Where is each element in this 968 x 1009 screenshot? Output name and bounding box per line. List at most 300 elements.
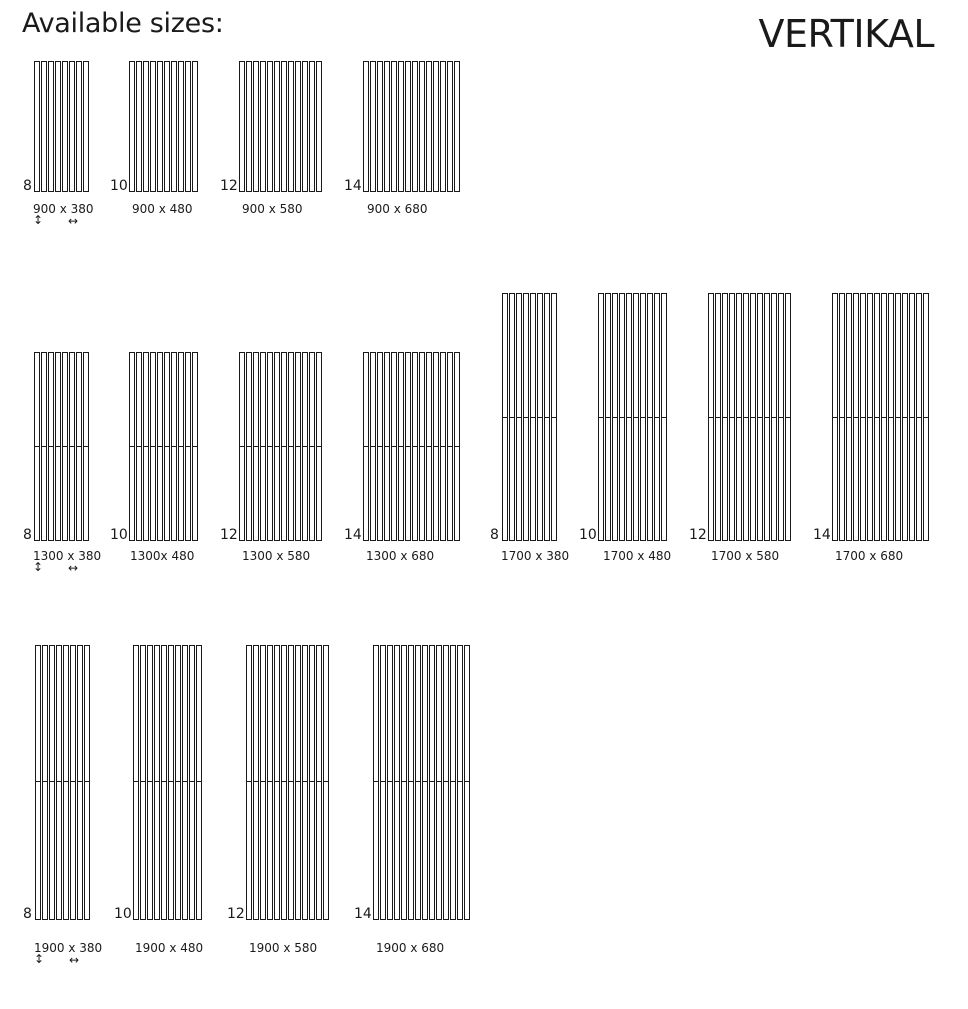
radiator-tube [384, 61, 390, 192]
radiator-tube [185, 61, 191, 192]
tube-joint [854, 417, 858, 418]
radiator-tube [239, 61, 245, 192]
radiator-tube [70, 645, 76, 920]
radiator-tube [281, 352, 287, 541]
radiator-tube [129, 352, 135, 541]
tube-joint [723, 417, 727, 418]
radiator-tube [888, 293, 894, 541]
tube-joint [737, 417, 741, 418]
tube-joint [261, 446, 265, 447]
radiator-tube [394, 645, 400, 920]
radiator-tube [464, 645, 470, 920]
tube-joint [324, 781, 328, 782]
tube-joint [903, 417, 907, 418]
radiator-tube [370, 352, 376, 541]
radiator-tube [69, 61, 75, 192]
radiator-tube [405, 352, 411, 541]
tube-joint [197, 781, 201, 782]
radiator-tube [771, 293, 777, 541]
radiator-drawing [246, 645, 329, 920]
radiator-tube [253, 645, 259, 920]
radiator-tube [401, 645, 407, 920]
radiator-tube [281, 61, 287, 192]
radiator-tube [178, 352, 184, 541]
radiator-tube [56, 645, 62, 920]
radiator-tube [426, 61, 432, 192]
tube-count: 8 [23, 178, 32, 194]
radiator-tube [363, 352, 369, 541]
radiator-tube [76, 61, 82, 192]
radiator-tube [433, 352, 439, 541]
tube-count: 14 [354, 906, 372, 922]
radiator-tube [380, 645, 386, 920]
tube-joint [137, 446, 141, 447]
tube-joint [545, 417, 549, 418]
tube-joint [179, 446, 183, 447]
tube-joint [882, 417, 886, 418]
radiator-drawing [133, 645, 202, 920]
tube-joint [296, 781, 300, 782]
tube-count: 10 [110, 178, 128, 194]
tube-joint [50, 781, 54, 782]
radiator-tube [440, 61, 446, 192]
tube-count: 14 [344, 178, 362, 194]
tube-joint [437, 781, 441, 782]
tube-joint [627, 417, 631, 418]
radiator-tube [537, 293, 543, 541]
radiator-tube [405, 61, 411, 192]
tube-count: 10 [110, 527, 128, 543]
radiator-tube [447, 352, 453, 541]
radiator-tube [274, 352, 280, 541]
radiator-tube [408, 645, 414, 920]
radiator-tube [881, 293, 887, 541]
tube-joint [275, 446, 279, 447]
tube-joint [378, 446, 382, 447]
radiator-tube [419, 352, 425, 541]
tube-joint [889, 417, 893, 418]
tube-joint [282, 446, 286, 447]
tube-joint [392, 446, 396, 447]
radiator-tube [415, 645, 421, 920]
tube-joint [458, 781, 462, 782]
tube-joint [130, 446, 134, 447]
radiator-tube [302, 645, 308, 920]
radiator-tube [164, 61, 170, 192]
tube-joint [709, 417, 713, 418]
radiator-tube [387, 645, 393, 920]
tube-joint [36, 781, 40, 782]
tube-joint [441, 446, 445, 447]
radiator-tube [83, 352, 89, 541]
radiator-tube [419, 61, 425, 192]
dimension-label: 900 x 380 [33, 202, 94, 216]
tube-joint [134, 781, 138, 782]
radiator-tube [288, 352, 294, 541]
radiator-tube [447, 61, 453, 192]
radiator-tube [853, 293, 859, 541]
radiator-tube [133, 645, 139, 920]
radiator-tube [502, 293, 508, 541]
tube-joint [448, 446, 452, 447]
tube-joint [423, 781, 427, 782]
radiator-tube [35, 645, 41, 920]
tube-count: 12 [227, 906, 245, 922]
radiator-tube [605, 293, 611, 541]
tube-joint [840, 417, 844, 418]
radiator-tube [246, 352, 252, 541]
tube-joint [606, 417, 610, 418]
radiator-tube [192, 352, 198, 541]
radiator-tube [867, 293, 873, 541]
radiator-drawing [363, 61, 460, 192]
radiator-tube [436, 645, 442, 920]
tube-joint [77, 446, 81, 447]
radiator-tube [619, 293, 625, 541]
radiator-drawing [129, 61, 198, 192]
radiator-tube [302, 352, 308, 541]
radiator-tube [377, 61, 383, 192]
radiator-tube [41, 61, 47, 192]
tube-joint [455, 446, 459, 447]
tube-joint [310, 781, 314, 782]
tube-joint [388, 781, 392, 782]
radiator-tube [309, 352, 315, 541]
tube-count: 8 [23, 527, 32, 543]
radiator-tube [647, 293, 653, 541]
radiator-tube [785, 293, 791, 541]
tube-joint [371, 446, 375, 447]
tube-joint [924, 417, 928, 418]
radiator-tube [309, 61, 315, 192]
tube-joint [413, 446, 417, 447]
dimension-label: 1700 x 580 [711, 549, 780, 563]
tube-joint [282, 781, 286, 782]
radiator-tube [398, 61, 404, 192]
tube-joint [910, 417, 914, 418]
radiator-tube [398, 352, 404, 541]
radiator-tube [316, 61, 322, 192]
tube-joint [599, 417, 603, 418]
dimension-label: 1300x 480 [130, 549, 195, 563]
tube-joint [275, 781, 279, 782]
radiator-tube [412, 61, 418, 192]
radiator-tube [323, 645, 329, 920]
model-name: VERTIKAL [758, 12, 934, 56]
radiator-tube [295, 352, 301, 541]
tube-joint [662, 417, 666, 418]
page-heading: Available sizes: [22, 8, 224, 39]
height-arrow-icon: ↕ [34, 952, 45, 966]
tube-joint [751, 417, 755, 418]
tube-joint [655, 417, 659, 418]
radiator-tube [49, 645, 55, 920]
radiator-tube [736, 293, 742, 541]
tube-joint [57, 781, 61, 782]
dimension-label: 900 x 580 [242, 202, 303, 216]
tube-joint [49, 446, 53, 447]
radiator-tube [253, 61, 259, 192]
radiator-tube [902, 293, 908, 541]
tube-joint [144, 446, 148, 447]
radiator-tube [426, 352, 432, 541]
radiator-drawing [832, 293, 929, 541]
tube-joint [451, 781, 455, 782]
tube-joint [641, 417, 645, 418]
radiator-tube [551, 293, 557, 541]
radiator-tube [909, 293, 915, 541]
radiator-tube [523, 293, 529, 541]
tube-joint [765, 417, 769, 418]
dimension-label: 1700 x 480 [603, 549, 672, 563]
radiator-tube [168, 645, 174, 920]
tube-joint [538, 417, 542, 418]
tube-joint [193, 446, 197, 447]
tube-joint [772, 417, 776, 418]
radiator-tube [722, 293, 728, 541]
radiator-tube [192, 61, 198, 192]
radiator-tube [916, 293, 922, 541]
radiator-drawing [129, 352, 198, 541]
radiator-tube [175, 645, 181, 920]
radiator-tube [157, 352, 163, 541]
tube-joint [56, 446, 60, 447]
radiator-tube [715, 293, 721, 541]
radiator-tube [83, 61, 89, 192]
radiator-drawing [239, 352, 322, 541]
tube-joint [427, 446, 431, 447]
radiator-tube [708, 293, 714, 541]
tube-joint [42, 446, 46, 447]
tube-joint [289, 446, 293, 447]
tube-joint [406, 446, 410, 447]
tube-count: 14 [813, 527, 831, 543]
tube-joint [84, 446, 88, 447]
radiator-tube [288, 645, 294, 920]
radiator-tube [182, 645, 188, 920]
radiator-tube [309, 645, 315, 920]
radiator-drawing [502, 293, 557, 541]
tube-count: 12 [220, 527, 238, 543]
radiator-tube [147, 645, 153, 920]
radiator-tube [832, 293, 838, 541]
tube-joint [289, 781, 293, 782]
radiator-tube [34, 352, 40, 541]
tube-joint [240, 446, 244, 447]
dimension-label: 1900 x 680 [376, 941, 445, 955]
radiator-tube [923, 293, 929, 541]
radiator-tube [295, 61, 301, 192]
radiator-tube [178, 61, 184, 192]
tube-joint [531, 417, 535, 418]
tube-joint [183, 781, 187, 782]
radiator-tube [370, 61, 376, 192]
radiator-tube [598, 293, 604, 541]
radiator-drawing [363, 352, 460, 541]
radiator-drawing [708, 293, 791, 541]
tube-joint [620, 417, 624, 418]
radiator-drawing [34, 352, 89, 541]
radiator-drawing [239, 61, 322, 192]
radiator-tube [729, 293, 735, 541]
tube-joint [524, 417, 528, 418]
tube-count: 8 [23, 906, 32, 922]
radiator-tube [377, 352, 383, 541]
tube-joint [63, 446, 67, 447]
tube-joint [896, 417, 900, 418]
radiator-tube [267, 352, 273, 541]
radiator-tube [41, 352, 47, 541]
radiator-tube [874, 293, 880, 541]
tube-joint [35, 446, 39, 447]
tube-joint [162, 781, 166, 782]
radiator-tube [34, 61, 40, 192]
radiator-tube [140, 645, 146, 920]
tube-joint [730, 417, 734, 418]
tube-joint [465, 781, 469, 782]
tube-count: 10 [579, 527, 597, 543]
radiator-tube [295, 645, 301, 920]
radiator-tube [433, 61, 439, 192]
dimension-label: 1700 x 680 [835, 549, 904, 563]
radiator-tube [62, 352, 68, 541]
radiator-tube [150, 61, 156, 192]
radiator-tube [55, 61, 61, 192]
radiator-tube [129, 61, 135, 192]
tube-joint [296, 446, 300, 447]
radiator-tube [246, 61, 252, 192]
radiator-tube [640, 293, 646, 541]
radiator-tube [76, 352, 82, 541]
radiator-tube [384, 352, 390, 541]
radiator-tube [895, 293, 901, 541]
radiator-tube [429, 645, 435, 920]
tube-joint [381, 781, 385, 782]
tube-joint [148, 781, 152, 782]
width-arrow-icon: ↔ [68, 561, 79, 575]
radiator-tube [626, 293, 632, 541]
radiator-tube [743, 293, 749, 541]
radiator-tube [412, 352, 418, 541]
width-arrow-icon: ↔ [69, 953, 80, 967]
radiator-tube [150, 352, 156, 541]
radiator-tube [391, 352, 397, 541]
radiator-tube [281, 645, 287, 920]
tube-joint [268, 446, 272, 447]
height-arrow-icon: ↕ [33, 213, 44, 227]
radiator-tube [654, 293, 660, 541]
radiator-tube [267, 645, 273, 920]
tube-joint [364, 446, 368, 447]
tube-joint [648, 417, 652, 418]
tube-joint [399, 446, 403, 447]
tube-joint [303, 781, 307, 782]
tube-joint [420, 446, 424, 447]
radiator-tube [154, 645, 160, 920]
tube-joint [78, 781, 82, 782]
radiator-tube [443, 645, 449, 920]
tube-joint [510, 417, 514, 418]
tube-joint [247, 781, 251, 782]
radiator-tube [189, 645, 195, 920]
tube-joint [847, 417, 851, 418]
radiator-tube [143, 352, 149, 541]
radiator-tube [757, 293, 763, 541]
radiator-drawing [34, 61, 89, 192]
radiator-tube [136, 61, 142, 192]
radiator-tube [267, 61, 273, 192]
radiator-tube [839, 293, 845, 541]
radiator-tube [84, 645, 90, 920]
tube-joint [434, 446, 438, 447]
tube-count: 14 [344, 527, 362, 543]
radiator-tube [63, 645, 69, 920]
tube-joint [374, 781, 378, 782]
tube-joint [552, 417, 556, 418]
tube-joint [503, 417, 507, 418]
tube-joint [172, 446, 176, 447]
tube-joint [861, 417, 865, 418]
tube-count: 12 [689, 527, 707, 543]
radiator-tube [48, 61, 54, 192]
tube-joint [310, 446, 314, 447]
radiator-tube [612, 293, 618, 541]
tube-joint [268, 781, 272, 782]
tube-count: 8 [490, 527, 499, 543]
radiator-tube [454, 352, 460, 541]
radiator-drawing [35, 645, 90, 920]
radiator-drawing [598, 293, 667, 541]
tube-joint [409, 781, 413, 782]
radiator-tube [260, 61, 266, 192]
tube-joint [186, 446, 190, 447]
radiator-tube [316, 645, 322, 920]
radiator-tube [778, 293, 784, 541]
radiator-tube [633, 293, 639, 541]
radiator-tube [516, 293, 522, 541]
dimension-label: 1900 x 380 [34, 941, 103, 955]
dimension-label: 900 x 480 [132, 202, 193, 216]
height-arrow-icon: ↕ [33, 560, 44, 574]
tube-joint [402, 781, 406, 782]
radiator-tube [661, 293, 667, 541]
tube-joint [416, 781, 420, 782]
tube-joint [254, 446, 258, 447]
tube-joint [744, 417, 748, 418]
tube-joint [71, 781, 75, 782]
tube-joint [158, 446, 162, 447]
radiator-tube [48, 352, 54, 541]
tube-count: 10 [114, 906, 132, 922]
radiator-tube [454, 61, 460, 192]
radiator-tube [239, 352, 245, 541]
width-arrow-icon: ↔ [68, 214, 79, 228]
radiator-tube [860, 293, 866, 541]
radiator-tube [196, 645, 202, 920]
radiator-tube [440, 352, 446, 541]
radiator-tube [530, 293, 536, 541]
radiator-tube [260, 352, 266, 541]
tube-joint [517, 417, 521, 418]
radiator-tube [62, 61, 68, 192]
radiator-tube [253, 352, 259, 541]
radiator-tube [422, 645, 428, 920]
tube-joint [261, 781, 265, 782]
tube-joint [155, 781, 159, 782]
radiator-tube [260, 645, 266, 920]
dimension-label: 900 x 680 [367, 202, 428, 216]
tube-joint [613, 417, 617, 418]
